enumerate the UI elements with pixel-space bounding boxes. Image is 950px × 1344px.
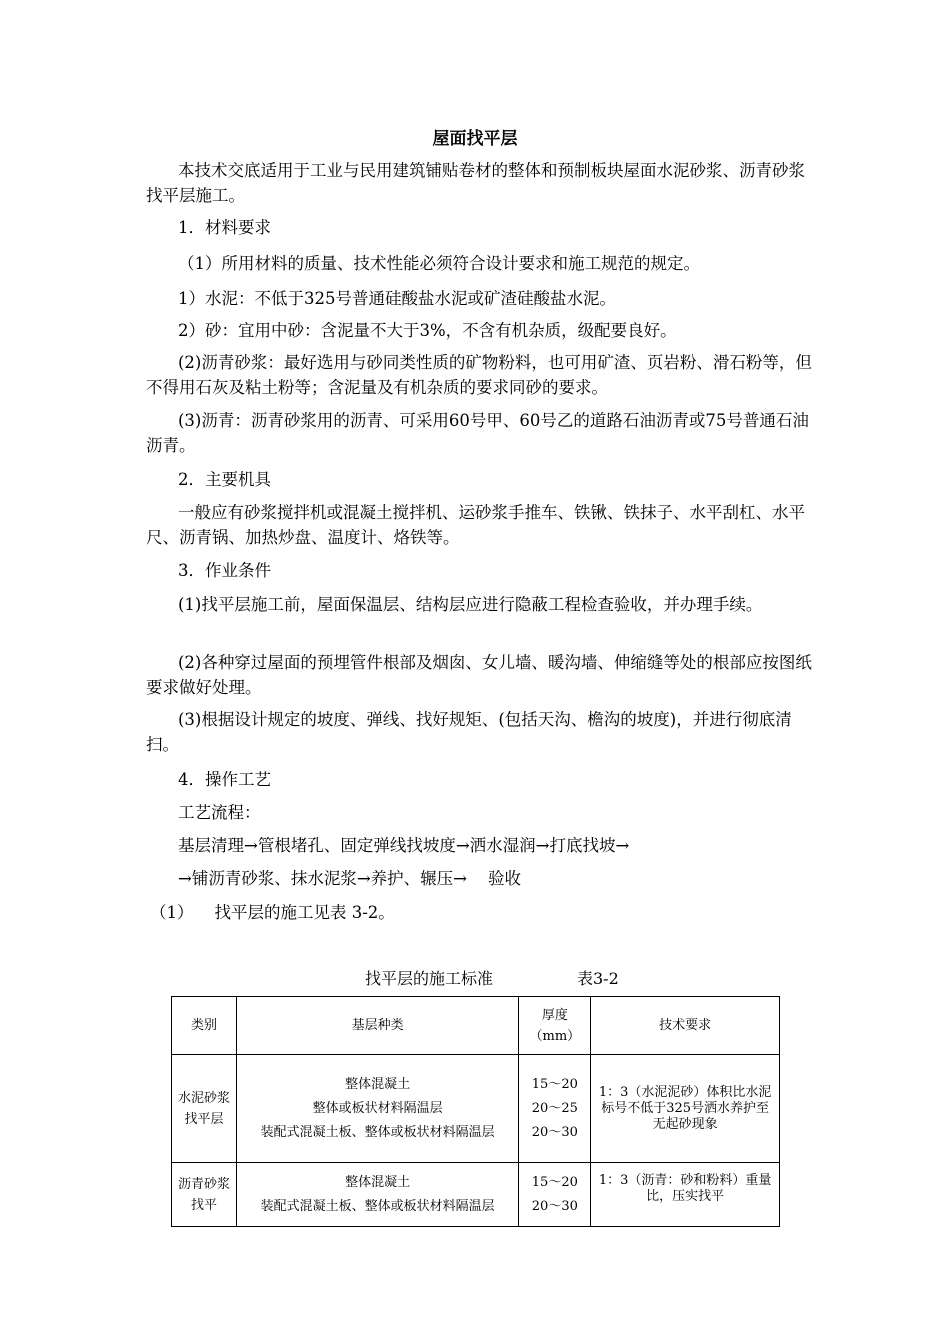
section-1-item-cement: 1）水泥：不低于325号普通硅酸盐水泥或矿渣硅酸盐水泥。 <box>178 289 616 308</box>
document-title: 屋面找平层 <box>432 129 518 149</box>
flow-line-2: →铺沥青砂浆、抹水泥浆→养护、辗压→ 验收 <box>178 869 521 888</box>
header-category: 类别 <box>172 997 237 1055</box>
section-1-item-1: （1）所用材料的质量、技术性能必须符合设计要求和施工规范的规定。 <box>178 254 700 273</box>
section-1-heading: 1．材料要求 <box>178 218 271 237</box>
section-3-item-3: (3)根据设计规定的坡度、弹线、找好规矩、(包括天沟、檐沟的坡度)，并进行彻底清扫。 <box>146 710 792 754</box>
base-item: 装配式混凝土板、整体或板状材料隔温层 <box>260 1124 495 1140</box>
section-4-item-1: （1） 找平层的施工见表 3-2。 <box>150 903 395 922</box>
base-item: 整体或板状材料隔温层 <box>312 1100 443 1116</box>
table-caption-title: 找平层的施工标准 <box>365 969 494 988</box>
base-item: 整体混凝土 <box>345 1076 411 1092</box>
row-bases <box>236 1055 518 1163</box>
section-2-paragraph: 一般应有砂浆搅拌机或混凝土搅拌机、运砂浆手推车、铁锹、铁抹子、水平刮杠、水平尺、沥青锅、加热炒盘、温度计、烙铁等。 <box>146 503 805 547</box>
header-base: 基层种类 <box>236 997 518 1055</box>
header-thickness <box>519 997 591 1055</box>
row-category: 水泥砂浆找平层 <box>172 1055 237 1163</box>
flow-label: 工艺流程： <box>178 803 261 822</box>
intro-paragraph: 本技术交底适用于工业与民用建筑铺贴卷材的整体和预制板块屋面水泥砂浆、沥青砂浆找平层施工。 <box>146 161 805 205</box>
section-4-heading: 4．操作工艺 <box>178 770 271 789</box>
section-3-heading: 3．作业条件 <box>178 561 271 580</box>
section-3-item-2: (2)各种穿过屋面的预埋管件根部及烟囱、女儿墙、暖沟墙、伸缩缝等处的根部应按图纸要求做好处理。 <box>146 653 812 697</box>
thickness-item: 20～25 <box>531 1100 578 1116</box>
table-caption-number: 表3-2 <box>577 969 619 988</box>
section-1-item-2: (2)沥青砂浆：最好选用与砂同类性质的矿物粉料，也可用矿渣、页岩粉、滑石粉等，但不得用石灰及粘土粉等；含泥量及有机杂质的要求同砂的要求。 <box>146 353 812 397</box>
table-row <box>172 1163 780 1227</box>
header-thickness-label: 厚度 <box>541 1007 568 1023</box>
table-header-row <box>172 997 780 1055</box>
base-item: 整体混凝土 <box>345 1174 411 1190</box>
row-category: 沥青砂浆找平 <box>172 1163 237 1227</box>
row-requirement: 1：3（水泥泥砂）体积比水泥标号不低于325号洒水养护至无起砂现象 <box>591 1055 780 1163</box>
section-1-item-3: (3)沥青：沥青砂浆用的沥青、可采用60号甲、60号乙的道路石油沥青或75号普通石油沥青。 <box>146 411 809 455</box>
header-requirement: 技术要求 <box>591 997 780 1055</box>
row-bases <box>236 1163 518 1227</box>
row-thicknesses <box>519 1163 591 1227</box>
construction-standard-table <box>171 996 780 1227</box>
header-thickness-unit: （mm） <box>529 1028 581 1044</box>
thickness-item: 15～20 <box>531 1076 578 1092</box>
table-row <box>172 1055 780 1163</box>
base-item: 装配式混凝土板、整体或板状材料隔温层 <box>260 1198 495 1214</box>
thickness-item: 20～30 <box>531 1124 578 1140</box>
thickness-item: 15～20 <box>531 1174 578 1190</box>
row-requirement: 1：3（沥青：砂和粉料）重量比，压实找平 <box>591 1163 780 1227</box>
section-1-item-sand: 2）砂：宜用中砂：含泥量不大于3%，不含有机杂质，级配要良好。 <box>178 321 677 340</box>
section-3-item-1: (1)找平层施工前，屋面保温层、结构层应进行隐蔽工程检查验收，并办理手续。 <box>178 595 763 614</box>
thickness-item: 20～30 <box>531 1198 578 1214</box>
row-thicknesses <box>519 1055 591 1163</box>
flow-line-1: 基层清理→管根堵孔、固定弹线找坡度→洒水湿润→打底找坡→ <box>178 836 630 855</box>
section-2-heading: 2．主要机具 <box>178 470 271 489</box>
